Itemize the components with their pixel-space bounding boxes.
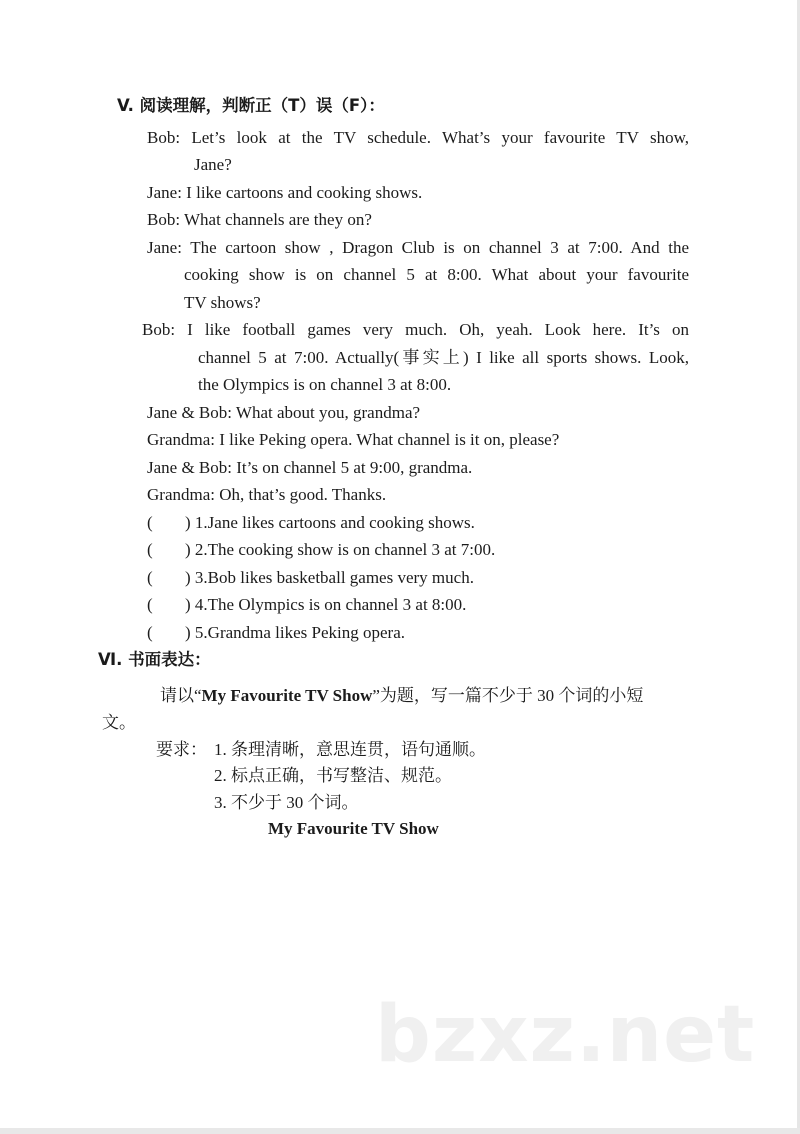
answer-blank-open[interactable]: ( <box>147 568 153 587</box>
question-text: 5.Grandma likes Peking opera. <box>194 623 406 642</box>
section-5-title: V. 阅读理解，判断正（T）误（F）： <box>117 96 385 115</box>
dialogue-line: Jane: I like cartoons and cooking shows. <box>147 183 423 202</box>
dialogue-line: Jane: The cartoon show , Dragon Club is on channel 3 at 7:00. And the <box>147 238 689 257</box>
answer-blank-open[interactable]: ( <box>147 595 153 614</box>
dialogue-line: Bob: I like football games very much. Oh, yeah. Look here. It’s on <box>142 320 689 339</box>
page-edge <box>0 1128 800 1134</box>
requirement-item: 3. 不少于 30 个词。 <box>214 793 359 812</box>
answer-blank-close: ) <box>185 568 191 587</box>
answer-blank-open[interactable]: ( <box>147 623 153 642</box>
dialogue-line: Jane & Bob: What about you, grandma? <box>147 403 421 422</box>
dialogue-line-cont: channel 5 at 7:00. Actually(事实上) I like all sports shows. Look, <box>198 348 689 367</box>
question-text: 3.Bob likes basketball games very much. <box>194 568 474 587</box>
dialogue-line: Bob: What channels are they on? <box>147 210 372 229</box>
answer-blank-open[interactable]: ( <box>147 513 153 532</box>
requirement-item: 1. 条理清晰，意思连贯，语句通顺。 <box>214 740 486 759</box>
question-item <box>147 623 405 643</box>
dialogue-line: Bob: Let’s look at the TV schedule. What’s your favourite TV show, <box>147 128 689 147</box>
answer-blank-close: ) <box>185 513 191 532</box>
dialogue-line: Grandma: I like Peking opera. What channel is it on, please? <box>147 430 560 449</box>
requirement-item: 2. 标点正确，书写整洁、规范。 <box>214 766 452 785</box>
answer-blank-open[interactable]: ( <box>147 540 153 559</box>
watermark: bzxz.net <box>375 990 756 1080</box>
dialogue-line-cont: TV shows? <box>184 293 261 312</box>
prompt-suffix: ”为题，写一篇不少于 30 个词的小短 <box>372 686 644 705</box>
dialogue-line-cont: the Olympics is on channel 3 at 8:00. <box>198 375 452 394</box>
writing-prompt-cont: 文。 <box>102 713 136 732</box>
question-item <box>147 540 495 560</box>
answer-blank-close: ) <box>185 540 191 559</box>
question-text: 1.Jane likes cartoons and cooking shows. <box>194 513 475 532</box>
dialogue-line: Jane & Bob: It’s on channel 5 at 9:00, grandma. <box>147 458 473 477</box>
dialogue-line: Grandma: Oh, that’s good. Thanks. <box>147 485 387 504</box>
dialogue-line-cont: Jane? <box>194 155 232 174</box>
requirements-label: 要求： <box>156 740 207 759</box>
question-item <box>147 595 466 615</box>
question-item <box>147 568 474 588</box>
question-text: 2.The cooking show is on channel 3 at 7:00. <box>194 540 496 559</box>
essay-title: My Favourite TV Show <box>268 819 439 838</box>
section-6-title: Ⅵ. 书面表达： <box>98 650 211 669</box>
prompt-prefix: 请以“ <box>160 686 202 705</box>
question-text: 4.The Olympics is on channel 3 at 8:00. <box>194 595 467 614</box>
prompt-topic: My Favourite TV Show <box>201 686 373 705</box>
answer-blank-close: ) <box>185 595 191 614</box>
writing-prompt <box>160 686 643 706</box>
question-item <box>147 513 475 533</box>
dialogue-line-cont: cooking show is on channel 5 at 8:00. What about your favourite <box>184 265 689 284</box>
answer-blank-close: ) <box>185 623 191 642</box>
